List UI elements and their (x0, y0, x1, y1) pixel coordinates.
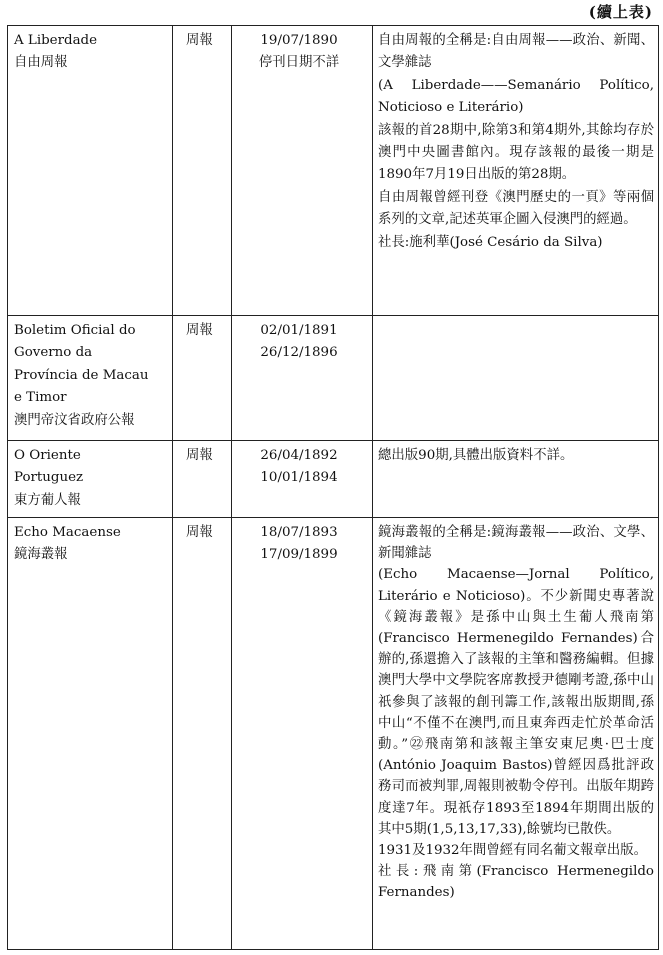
name-line: 澳門帝汶省政府公報 (14, 412, 135, 428)
name-cell (8, 316, 173, 441)
notes-cell (373, 441, 659, 518)
note-paragraph: 自由周報曾經刊登《澳門歷史的一頁》等兩個系列的文章,記述英軍企圖入侵澳門的經過。 (378, 189, 654, 228)
note-paragraph: 1931及1932年間曾經有同名葡文報章出版。 (378, 843, 648, 859)
end-date: 26/12/1896 (260, 345, 338, 361)
note-paragraph: (A Liberdade——Semanário Político, Noticioso e Literário) (378, 77, 654, 116)
start-date: 18/07/1893 (260, 525, 338, 540)
start-date: 02/01/1891 (260, 323, 338, 338)
name-line: O Oriente (14, 448, 81, 463)
name-line: Echo Macaense (14, 525, 121, 540)
date-cell (232, 518, 373, 950)
name-line: Governo da (14, 345, 93, 361)
name-line: e Timor (14, 390, 67, 406)
note-paragraph: 總出版90期,具體出版資料不詳。 (378, 448, 574, 463)
start-date: 19/07/1890 (260, 33, 338, 48)
note-paragraph: 社長:施利華(José Cesário da Silva) (378, 234, 603, 250)
name-cell (8, 441, 173, 518)
date-cell (232, 316, 373, 441)
name-line: 鏡海叢報 (14, 547, 68, 563)
table-row (8, 441, 659, 518)
table-row (8, 26, 659, 316)
newspaper-table (7, 25, 659, 950)
table-row (8, 518, 659, 950)
date-cell (232, 441, 373, 518)
note-paragraph: (Echo Macaense—Jornal Político, Literário e Noticioso)。不少新聞史專著說《鏡海叢報》是孫中山與土生葡人飛南第(Francisco Hermenegildo Fernandes)合辦的,孫還擔入了該報的主筆和醫務編輯。但據澳門大學中文學院客席教授尹德剛考證,孫中山祇參與了該報的創刊籌工作,該報出版期間,孫中山“不僅不在澳門,而且東奔西走忙於革命活動。”㉒飛南第和該報主筆安東尼奧·巴士度(António Joaquim Bastos)曾經因爲批評政務司而被判罪,周報則被勒令停刊。出版年期跨度達7年。現祇存1893至1894年期間出版的其中5期(1,5,13,17,33),餘號均已散佚。 (378, 567, 654, 837)
end-date: 10/01/1894 (260, 470, 338, 486)
name-cell (8, 26, 173, 316)
notes-cell (373, 316, 659, 441)
name-line: 東方葡人報 (14, 492, 81, 508)
continuation-label: (續上表) (588, 3, 653, 21)
name-line: 自由周報 (14, 55, 68, 71)
note-paragraph: 自由周報的全稱是:自由周報——政治、新聞、文學雜誌 (378, 33, 654, 71)
type-cell: 周報 (173, 26, 232, 316)
date-cell (232, 26, 373, 316)
type-cell: 周報 (173, 518, 232, 950)
name-line: A Liberdade (14, 33, 98, 48)
name-cell (8, 518, 173, 950)
note-paragraph: 鏡海叢報的全稱是:鏡海叢報——政治、文學、新聞雜誌 (378, 525, 654, 562)
type-cell: 周報 (173, 441, 232, 518)
note-paragraph: 該報的首28期中,除第3和第4期外,其餘均存於澳門中央圖書館內。現存該報的最後一期是1890年7月19日出版的第28期。 (378, 122, 654, 183)
start-date: 26/04/1892 (260, 448, 338, 463)
table-row (8, 316, 659, 441)
notes-cell (373, 26, 659, 316)
name-line: Província de Macau (14, 367, 149, 383)
end-date: 17/09/1899 (260, 547, 338, 563)
name-line: Boletim Oficial do (14, 323, 136, 338)
end-date: 停刊日期不詳 (258, 55, 340, 71)
note-paragraph: 社長:飛南第(Francisco Hermenegildo Fernandes) (378, 864, 654, 901)
notes-cell (373, 518, 659, 950)
type-cell: 周報 (173, 316, 232, 441)
name-line: Portuguez (14, 470, 84, 486)
